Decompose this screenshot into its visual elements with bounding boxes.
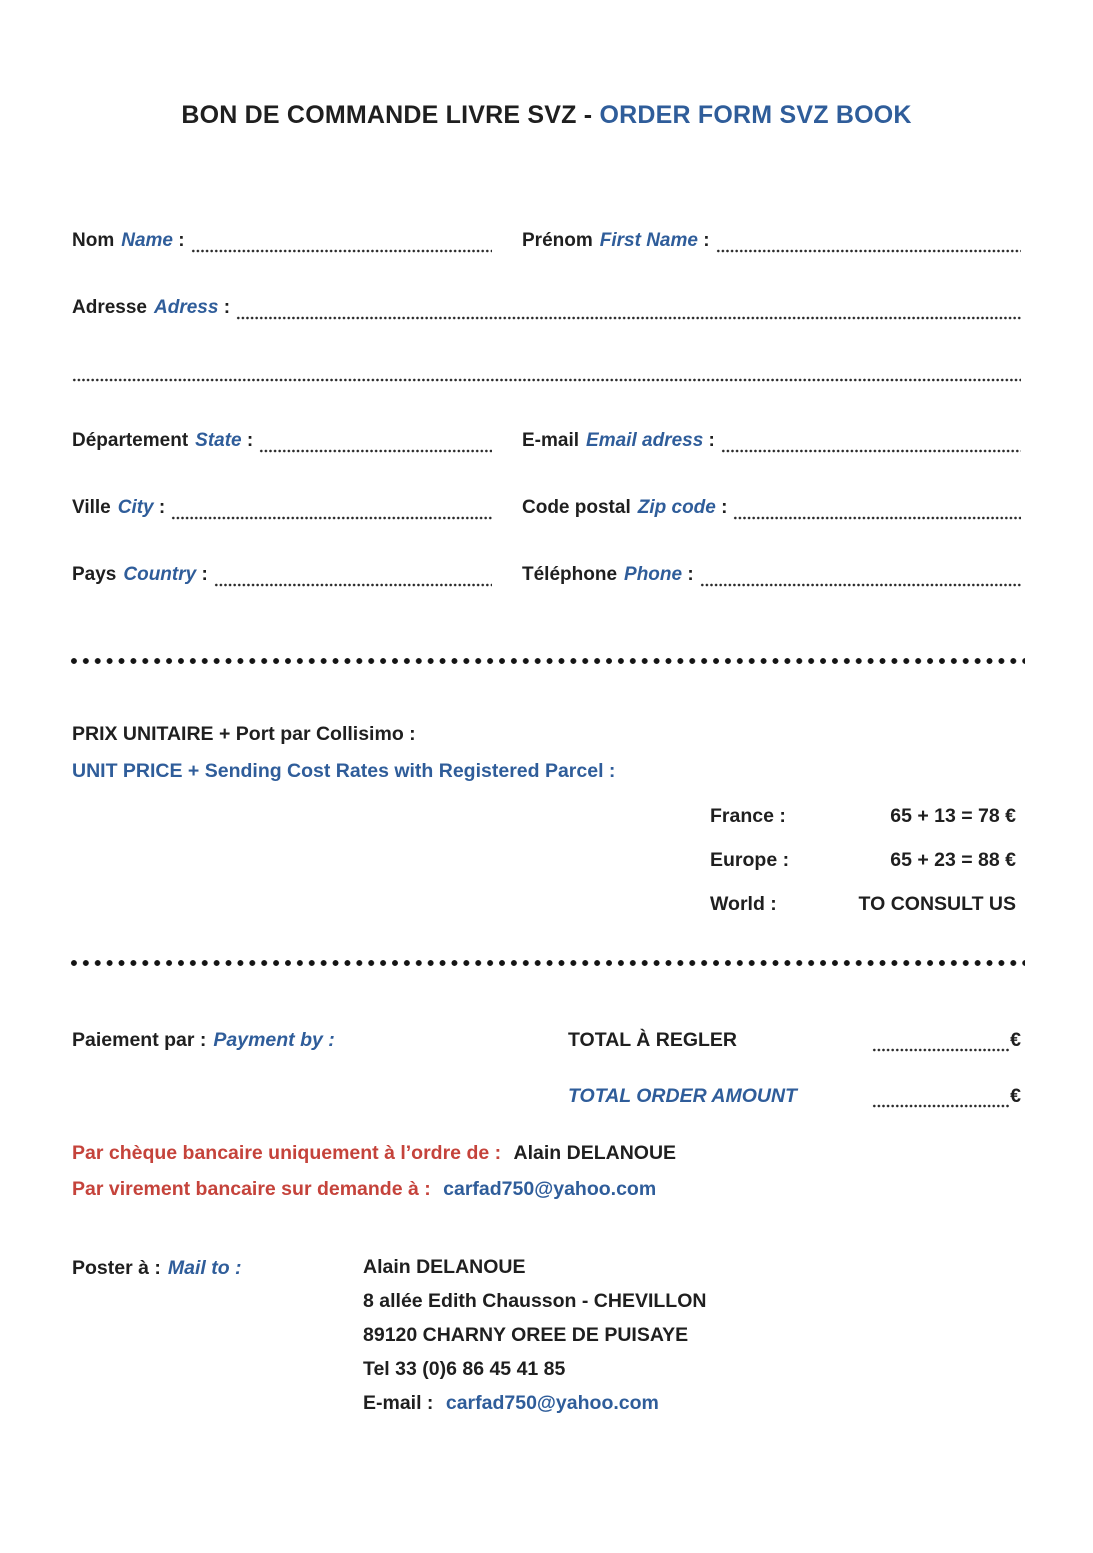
page-title bbox=[0, 101, 1093, 130]
field-departement-colon: : bbox=[241, 430, 254, 451]
mail-phone: Tel 33 (0)6 86 45 41 85 bbox=[363, 1358, 566, 1380]
page-title-fr: BON DE COMMANDE LIVRE SVZ - bbox=[181, 101, 600, 129]
field-email-label-fr: E-mail bbox=[522, 430, 580, 451]
field-departement-label-fr: Département bbox=[72, 430, 189, 451]
transfer-email-link[interactable]: carfad750@yahoo.com bbox=[443, 1178, 657, 1200]
field-pays-label-en: Country bbox=[123, 564, 197, 585]
field-row-address2 bbox=[72, 362, 1021, 382]
total-amount-en-currency: € bbox=[1010, 1085, 1021, 1107]
pricing-heading-en: UNIT PRICE + Sending Cost Rates with Registered Parcel : bbox=[72, 760, 616, 782]
field-ville-label-en: City bbox=[117, 497, 154, 518]
transfer-note bbox=[72, 1178, 656, 1201]
mail-to-label-fr: Poster à : bbox=[72, 1257, 161, 1279]
price-france-value: 65 + 13 = 78 € bbox=[890, 805, 1016, 827]
field-prenom-colon: : bbox=[697, 230, 710, 251]
total-amount-fr-currency: € bbox=[1010, 1029, 1021, 1051]
dotted-separator-bottom bbox=[68, 957, 1025, 969]
field-prenom bbox=[522, 229, 1021, 253]
field-nom-label-en: Name bbox=[121, 230, 173, 251]
price-france-label: France : bbox=[710, 805, 786, 827]
field-telephone-label-fr: Téléphone bbox=[522, 564, 618, 585]
field-nom bbox=[72, 229, 492, 253]
mail-address-line2: 89120 CHARNY OREE DE PUISAYE bbox=[363, 1324, 689, 1346]
price-row-france bbox=[710, 805, 1016, 828]
field-row-city-zip bbox=[72, 496, 1021, 520]
field-email bbox=[522, 429, 1021, 453]
field-ville-fill-line bbox=[171, 500, 492, 520]
field-row-name bbox=[72, 229, 1021, 253]
field-ville bbox=[72, 496, 492, 520]
field-pays-label-fr: Pays bbox=[72, 564, 117, 585]
pricing-heading-fr: PRIX UNITAIRE + Port par Collisimo : bbox=[72, 723, 416, 745]
field-prenom-label-fr: Prénom bbox=[522, 230, 593, 251]
field-pays-colon: : bbox=[196, 564, 208, 585]
field-codepostal-label-en: Zip code bbox=[637, 497, 716, 518]
field-email-fill-line bbox=[721, 433, 1021, 453]
field-adresse-fill-line bbox=[236, 300, 1021, 320]
field-telephone-label-en: Phone bbox=[624, 564, 683, 585]
payment-by-label-en: Payment by : bbox=[213, 1029, 335, 1051]
payment-by-label-fr: Paiement par : bbox=[72, 1029, 207, 1051]
price-world-label: World : bbox=[710, 893, 777, 915]
page-title-en: ORDER FORM SVZ BOOK bbox=[599, 101, 912, 129]
field-codepostal-fill-line bbox=[733, 500, 1021, 520]
field-row-country-phone bbox=[72, 563, 1021, 587]
field-ville-label-fr: Ville bbox=[72, 497, 111, 518]
field-adresse-label-en: Adress bbox=[154, 297, 219, 318]
payment-row-1 bbox=[72, 1029, 1021, 1055]
total-amount-en bbox=[872, 1085, 1021, 1108]
mail-email-label: E-mail : bbox=[363, 1392, 434, 1414]
total-label-en: TOTAL ORDER AMOUNT bbox=[568, 1085, 797, 1107]
field-pays bbox=[72, 563, 492, 587]
field-nom-label-fr: Nom bbox=[72, 230, 115, 251]
field-departement-fill-line bbox=[259, 433, 492, 453]
transfer-note-label: Par virement bancaire sur demande à : bbox=[72, 1178, 431, 1200]
field-telephone-colon: : bbox=[682, 564, 694, 585]
price-europe-value: 65 + 23 = 88 € bbox=[890, 849, 1016, 871]
field-adresse-fill-line-2 bbox=[72, 362, 1021, 382]
price-row-world bbox=[710, 893, 1016, 916]
field-prenom-label-en: First Name bbox=[599, 230, 698, 251]
field-departement bbox=[72, 429, 492, 453]
field-prenom-fill-line bbox=[716, 233, 1021, 253]
payment-by-label bbox=[72, 1029, 335, 1052]
mail-email-line bbox=[363, 1393, 706, 1414]
cheque-payee: Alain DELANOUE bbox=[513, 1142, 677, 1164]
total-amount-fr bbox=[872, 1029, 1021, 1052]
field-row-address bbox=[72, 296, 1021, 320]
cheque-note-label: Par chèque bancaire uniquement à l’ordre de : bbox=[72, 1142, 502, 1164]
price-row-europe bbox=[710, 849, 1016, 872]
total-label-fr: TOTAL À REGLER bbox=[568, 1029, 738, 1051]
mail-email-link[interactable]: carfad750@yahoo.com bbox=[445, 1392, 659, 1414]
cheque-note bbox=[72, 1142, 676, 1165]
field-departement-label-en: State bbox=[195, 430, 242, 451]
payment-row-2 bbox=[72, 1085, 1021, 1111]
dotted-separator-top bbox=[68, 655, 1025, 667]
mail-address-block bbox=[363, 1257, 706, 1427]
field-ville-colon: : bbox=[153, 497, 166, 518]
field-nom-fill-line bbox=[191, 233, 492, 253]
mail-address-line1: 8 allée Edith Chausson - CHEVILLON bbox=[363, 1290, 707, 1312]
field-adresse-colon: : bbox=[218, 297, 231, 318]
price-world-value: TO CONSULT US bbox=[858, 893, 1016, 915]
field-codepostal bbox=[522, 496, 1021, 520]
total-amount-en-fill-line bbox=[872, 1088, 1010, 1108]
field-codepostal-colon: : bbox=[715, 497, 728, 518]
field-row-state-email bbox=[72, 429, 1021, 453]
field-telephone-fill-line bbox=[700, 567, 1021, 587]
field-codepostal-label-fr: Code postal bbox=[522, 497, 631, 518]
total-amount-fr-fill-line bbox=[872, 1032, 1010, 1052]
price-europe-label: Europe : bbox=[710, 849, 790, 871]
field-pays-fill-line bbox=[214, 567, 492, 587]
mail-recipient: Alain DELANOUE bbox=[363, 1256, 526, 1278]
field-email-colon: : bbox=[703, 430, 715, 451]
field-email-label-en: Email adress bbox=[586, 430, 704, 451]
mail-to-label bbox=[72, 1257, 242, 1280]
field-adresse-label-fr: Adresse bbox=[72, 297, 147, 318]
field-telephone bbox=[522, 563, 1021, 587]
mail-to-label-en: Mail to : bbox=[167, 1257, 242, 1279]
field-adresse bbox=[72, 296, 1021, 320]
field-nom-colon: : bbox=[172, 230, 185, 251]
